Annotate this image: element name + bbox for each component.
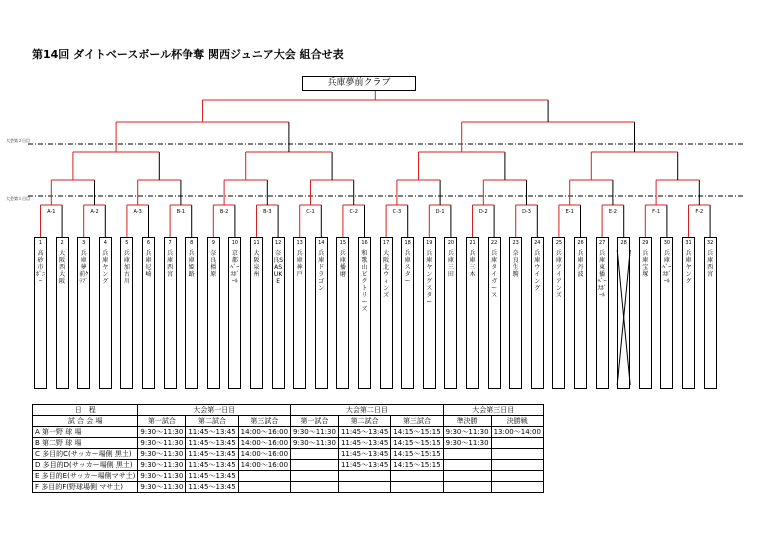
match-label: C-3	[392, 209, 402, 215]
time-slot: 9:30～11:30	[443, 427, 491, 438]
team-number: 21	[469, 240, 476, 246]
match-label: B-1	[176, 209, 186, 215]
round-header: 第二試合	[186, 416, 238, 427]
match-label: D-3	[522, 209, 531, 215]
team-slot	[596, 237, 609, 389]
time-slot: 14:15～15:15	[391, 438, 443, 449]
time-slot	[338, 482, 390, 493]
team-slot	[423, 237, 436, 389]
match-label: E-2	[608, 209, 617, 215]
time-slot: 9:30～11:30	[443, 438, 491, 449]
round-header: 第一試合	[138, 416, 186, 427]
team-name: 兵庫宝塚	[642, 250, 649, 278]
champion-box: 兵庫夢前クラブ	[302, 76, 416, 91]
team-number: 32	[706, 240, 714, 246]
time-slot: 9:30～11:30	[138, 482, 186, 493]
team-name: 奈良SASUKE	[273, 250, 283, 285]
time-slot: 11:45～13:45	[338, 449, 390, 460]
time-slot	[443, 482, 491, 493]
team-slot	[574, 237, 587, 389]
team-number: 18	[404, 240, 411, 246]
team-slot	[531, 237, 544, 389]
team-slot	[142, 237, 155, 389]
match-label: A-2	[90, 209, 99, 215]
time-slot: 11:45～13:45	[186, 449, 238, 460]
round-header: 第三試合	[238, 416, 290, 427]
time-slot: 11:45～13:45	[186, 471, 238, 482]
team-name: 兵庫東播ﾍﾞｰｽﾎﾞｰﾙ	[597, 250, 607, 299]
team-name: 兵庫播磨	[339, 250, 346, 278]
time-slot: 14:00～16:00	[238, 460, 290, 471]
team-name: 兵庫ﾍﾞｰｽﾎﾞｰﾙ	[662, 250, 672, 285]
venue-name: A 第一野 球 場	[33, 427, 138, 438]
team-name: 大阪西大阪	[59, 250, 66, 285]
team-slot	[466, 237, 479, 389]
time-slot	[443, 471, 491, 482]
team-name: 奈良橿原	[210, 250, 217, 278]
time-slot: 9:30～11:30	[138, 471, 186, 482]
team-name: 兵庫尼崎	[145, 250, 152, 278]
time-slot: 14:00～16:00	[238, 427, 290, 438]
team-number: 19	[426, 240, 433, 246]
schedule-row	[33, 482, 544, 493]
team-name: 兵庫三田	[447, 250, 454, 278]
team-number: 14	[318, 240, 325, 246]
team-number: 2	[60, 240, 64, 246]
schedule-table	[32, 404, 544, 493]
time-slot	[491, 482, 543, 493]
schedule-date-header: 日 程	[33, 405, 138, 416]
time-slot	[491, 449, 543, 460]
team-slot	[617, 237, 630, 389]
time-slot	[291, 482, 339, 493]
team-slot	[34, 237, 47, 389]
time-slot	[238, 471, 290, 482]
match-label: B-3	[263, 209, 272, 215]
round-label: 大会第１日目	[6, 196, 30, 201]
team-slot	[120, 237, 133, 389]
time-slot	[491, 471, 543, 482]
team-name: 兵庫ヤング	[685, 250, 692, 285]
team-number: 23	[512, 240, 519, 246]
team-name: 大阪北ウィンズ	[383, 250, 390, 299]
team-number: 8	[190, 240, 194, 246]
team-name: 高砂市ﾎﾟﾆｰ	[35, 250, 45, 285]
match-label: C-2	[349, 209, 358, 215]
team-number: 6	[146, 240, 151, 246]
team-slot	[444, 237, 457, 389]
team-slot	[164, 237, 177, 389]
team-slot	[682, 237, 695, 389]
team-name: 兵庫ウイング	[534, 250, 541, 292]
time-slot: 9:30～11:30	[291, 427, 339, 438]
match-label: A-3	[133, 209, 142, 215]
team-name: 京都ﾍﾞｰｽﾎﾞｰﾙ	[230, 250, 240, 285]
match-label: B-2	[219, 209, 229, 215]
schedule-row	[33, 427, 544, 438]
time-slot	[391, 471, 443, 482]
round-header: 準決勝	[443, 416, 491, 427]
time-slot: 11:45～13:45	[186, 460, 238, 471]
time-slot	[338, 471, 390, 482]
team-slot	[99, 237, 112, 389]
team-name: 奈良生駒	[512, 250, 519, 278]
time-slot: 14:00～16:00	[238, 449, 290, 460]
day1-header: 大会第一日目	[138, 405, 291, 416]
time-slot: 14:15～15:15	[391, 449, 443, 460]
time-slot	[443, 449, 491, 460]
day2-header: 大会第二日目	[291, 405, 444, 416]
time-slot	[291, 449, 339, 460]
schedule-row	[33, 460, 544, 471]
team-number: 28	[620, 240, 627, 246]
match-label: D-2	[478, 209, 488, 215]
time-slot	[491, 438, 543, 449]
team-number: 27	[598, 240, 606, 246]
team-name: 和歌山ビクトリーズ	[361, 250, 368, 313]
team-slot	[336, 237, 349, 389]
time-slot: 11:45～13:45	[186, 438, 238, 449]
team-name: 兵庫ドラゴン	[318, 250, 325, 292]
match-label: D-1	[435, 209, 445, 215]
team-slot	[552, 237, 565, 389]
round-header: 決勝戦	[491, 416, 543, 427]
team-number: 9	[211, 240, 215, 246]
time-slot	[291, 460, 339, 471]
match-label: E-1	[565, 209, 574, 215]
team-name: 兵庫スター	[404, 250, 411, 285]
round-header: 第二試合	[338, 416, 390, 427]
time-slot: 11:45～13:45	[338, 427, 390, 438]
time-slot: 9:30～11:30	[138, 460, 186, 471]
team-number: 29	[642, 240, 649, 246]
team-slot	[250, 237, 263, 389]
time-slot: 14:15～15:15	[391, 460, 443, 471]
time-slot	[238, 482, 290, 493]
time-slot: 11:45～13:45	[338, 460, 390, 471]
team-number: 5	[125, 240, 129, 246]
team-number: 16	[361, 240, 368, 246]
team-number: 17	[382, 240, 390, 246]
team-number: 12	[274, 240, 282, 246]
time-slot	[491, 460, 543, 471]
time-slot: 11:45～13:45	[186, 482, 238, 493]
match-label: C-1	[306, 209, 315, 215]
team-number: 26	[577, 240, 584, 246]
team-slot	[358, 237, 371, 389]
team-slot	[660, 237, 673, 389]
time-slot: 9:30～11:30	[138, 427, 186, 438]
round-header: 第一試合	[291, 416, 339, 427]
team-number: 22	[490, 240, 498, 246]
venue-name: E 多目的E(サッカー場側マサ土)	[33, 471, 138, 482]
team-slot	[77, 237, 90, 389]
team-name: 大阪泉州	[253, 250, 260, 278]
time-slot: 14:00～16:00	[238, 438, 290, 449]
team-number: 1	[38, 240, 43, 246]
match-label: A-1	[47, 209, 56, 215]
team-number: 15	[339, 240, 347, 246]
round-label: 大会第２日目	[6, 138, 30, 143]
team-name: 兵庫ヤングスター	[426, 250, 433, 306]
team-slot	[639, 237, 652, 389]
day3-header: 大会第三日目	[443, 405, 543, 416]
time-slot: 9:30～11:30	[291, 438, 339, 449]
team-name: 兵庫加古川	[123, 250, 130, 285]
schedule-row	[33, 438, 544, 449]
venue-name: C 多目的C(サッカー場側 黒土)	[33, 449, 138, 460]
team-slot	[272, 237, 285, 389]
team-number: 11	[253, 240, 260, 246]
team-slot	[401, 237, 414, 389]
team-number: 25	[555, 240, 563, 246]
team-number: 3	[82, 240, 86, 246]
schedule-row	[33, 449, 544, 460]
schedule-row	[33, 471, 544, 482]
team-slot	[509, 237, 522, 389]
time-slot: 11:45～13:45	[186, 427, 238, 438]
team-number: 20	[447, 240, 455, 246]
team-name: 兵庫アイアンズ	[555, 250, 562, 299]
team-name: 兵庫丹波	[577, 250, 584, 278]
match-label: F-2	[695, 209, 704, 215]
team-slot	[380, 237, 393, 389]
team-name: 兵庫西宮	[707, 250, 714, 278]
team-number: 10	[231, 240, 239, 246]
venue-name: D 多目的D(サッカー場側 黒土)	[33, 460, 138, 471]
team-number: 30	[663, 240, 671, 246]
venue-name: B 第二野 球 場	[33, 438, 138, 449]
team-slot	[207, 237, 220, 389]
team-number: 13	[296, 240, 303, 246]
team-name: 兵庫西宮	[167, 250, 174, 278]
team-number: 4	[103, 240, 107, 246]
team-number: 31	[685, 240, 692, 246]
team-name: 兵庫タイガース	[491, 250, 498, 299]
team-slot	[228, 237, 241, 389]
team-slot	[315, 237, 328, 389]
team-name: 兵庫三木	[469, 250, 476, 278]
time-slot	[391, 482, 443, 493]
team-slot	[293, 237, 306, 389]
time-slot: 13:00～14:00	[491, 427, 543, 438]
time-slot	[291, 471, 339, 482]
team-slot	[56, 237, 69, 389]
team-slot	[488, 237, 501, 389]
time-slot: 9:30～11:30	[138, 438, 186, 449]
time-slot: 11:45～13:45	[338, 438, 390, 449]
team-name: 兵庫ヤング	[102, 250, 109, 285]
match-label: F-1	[652, 209, 661, 215]
time-slot	[443, 460, 491, 471]
team-name: 兵庫姫路	[188, 250, 195, 278]
time-slot: 14:15～15:15	[391, 427, 443, 438]
schedule-venue-header: 試 合 会 場	[33, 416, 138, 427]
team-name: 兵庫夢前ｸﾗﾌﾞ	[79, 250, 89, 285]
page-title: 第14回 ダイトベースボール杯争奪 関西ジュニア大会 組合せ表	[32, 48, 344, 61]
team-name: 兵庫神戸	[296, 250, 303, 278]
team-number: 7	[168, 240, 172, 246]
venue-name: F 多目的F(野球場側 マサ土)	[33, 482, 138, 493]
round-header: 第三試合	[391, 416, 443, 427]
team-number: 24	[534, 240, 541, 246]
team-slot	[704, 237, 717, 389]
time-slot: 9:30～11:30	[138, 449, 186, 460]
team-slot	[185, 237, 198, 389]
